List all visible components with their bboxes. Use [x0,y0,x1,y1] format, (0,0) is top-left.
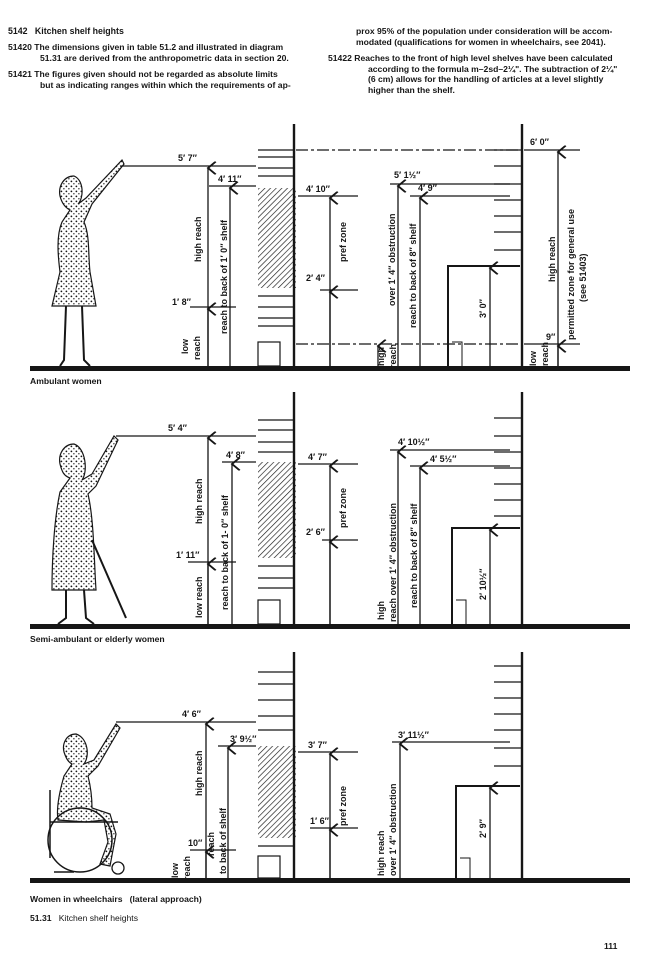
walking-stick [92,540,126,618]
dim-label: 9″ [546,332,556,342]
axis-label: reach to back of 8″ shelf [409,503,419,608]
dim-label: 4′ 7″ [308,452,327,462]
axis-label: high reach [193,216,203,262]
axis-label: pref zone [338,221,348,262]
dim-label: 5′ 1½″ [394,170,421,180]
dim-label: 4′ 10″ [306,184,330,194]
panel-caption: Women in wheelchairs (lateral approach) [30,894,202,904]
axis-label: over 1′ 4″ obstruction [387,213,397,306]
axis-label: over 1′ 4″ obstruction [388,783,398,876]
axis-label: low [170,863,180,878]
figure-number: 51.31 [30,913,52,923]
dim-label: 1′ 11″ [176,550,200,560]
axis-label: reach [206,831,216,856]
panel-caption: Semi-ambulant or elderly women [30,634,165,644]
panel-ambulant [30,124,630,371]
page-number: 111 [604,941,618,951]
text-line: prox 95% of the population under consideration will be accom- [356,26,613,36]
shelf-stock-hatched [258,462,296,558]
axis-label: high reach [194,750,204,796]
section-title: Kitchen shelf heights [34,26,124,36]
dim-label: 2′ 4″ [306,273,325,283]
text-line: modated (qualifications for women in wheelchairs, see 2041). [356,36,606,47]
text-line: according to the formula m–2sd–2¼". The subtraction of 2¼" [368,63,618,74]
text-line: higher than the shelf. [368,84,455,95]
figure-title: Kitchen shelf heights [58,913,138,923]
text-line: (6 cm) allows for the handling of articles at a level slightly [368,74,604,85]
axis-label: reach [540,341,550,366]
figure-caption [30,913,138,923]
axis-label: reach over 1′ 4″ obstruction [388,502,398,622]
axis-label: to back of shelf [218,807,228,874]
text-line: 51420 The dimensions given in table 51.2 and illustrated in diagram [8,42,284,52]
figure-elderly-woman [52,436,118,590]
dim-label: 6′ 0″ [530,137,549,147]
figure-legs [60,306,90,366]
dim-label: 3′ 7″ [308,740,327,750]
text-line: 51421 The figures given should not be regarded as absolute limits [8,69,278,80]
axis-label: low reach [194,576,204,618]
text-line: 51422 Reaches to the front of high level shelves have been calculated [328,53,613,64]
dim-label: 5′ 4″ [168,423,187,433]
dim-label: 4′ 6″ [182,709,201,719]
dim-label: 4′ 8″ [226,450,245,460]
shelf-stock-hatched [258,188,296,288]
dim-label: 1′ 6″ [310,816,329,826]
dim-label: 3′ 0″ [478,299,488,318]
axis-label: reach [192,335,202,360]
axis-label: low [528,351,538,366]
axis-label: high [376,601,386,620]
axis-label: high reach [376,830,386,876]
axis-label: pref zone [338,785,348,826]
axis-label: pref zone [338,487,348,528]
axis-label: high reach [194,478,204,524]
floor [30,878,630,883]
panel-caption: Ambulant women [30,376,102,386]
panel-wheelchair [30,652,630,883]
axis-label: reach [388,343,398,368]
dim-label: 2′ 9″ [478,819,488,838]
axis-label: high [376,347,386,366]
dim-label: 4′ 9″ [418,183,437,193]
dim-label: 2′ 6″ [306,527,325,537]
axis-label: reach to back of 1- 0″ shelf [220,495,230,610]
axis-label: permitted zone for general use [566,208,576,340]
figure-wheelchair-woman [57,724,120,866]
axis-label: reach to back of 1′ 0″ shelf [219,219,229,334]
dim-label: 10″ [188,838,203,848]
axis-label: (see 51403) [578,253,588,302]
text-line: 51.31 are derived from the anthropometric data in section 20. [40,52,289,63]
dim-label: 4′ 5½″ [430,454,457,464]
panel-semi-ambulant [30,392,630,629]
dim-label: 4′ 10½″ [398,437,430,447]
shelf-stock-hatched [258,746,296,838]
axis-label: reach to back of 8″ shelf [408,223,418,328]
figure-ambulant-woman [52,160,124,306]
dim-label: 3′ 11½″ [398,730,429,740]
dim-label: 3′ 9½″ [230,734,257,744]
dim-label: 2′ 10½″ [478,568,488,600]
section-number: 5142 [8,26,28,36]
dim-label: 1′ 8″ [172,297,191,307]
floor [30,624,630,629]
text-line: but as indicating ranges within which the requirements of ap- [40,79,291,90]
axis-label: reach [182,855,192,880]
axis-label: high reach [547,236,557,282]
dim-label: 4′ 11″ [218,174,242,184]
dim-label: 5′ 7″ [178,153,197,163]
axis-label: low [180,339,190,354]
